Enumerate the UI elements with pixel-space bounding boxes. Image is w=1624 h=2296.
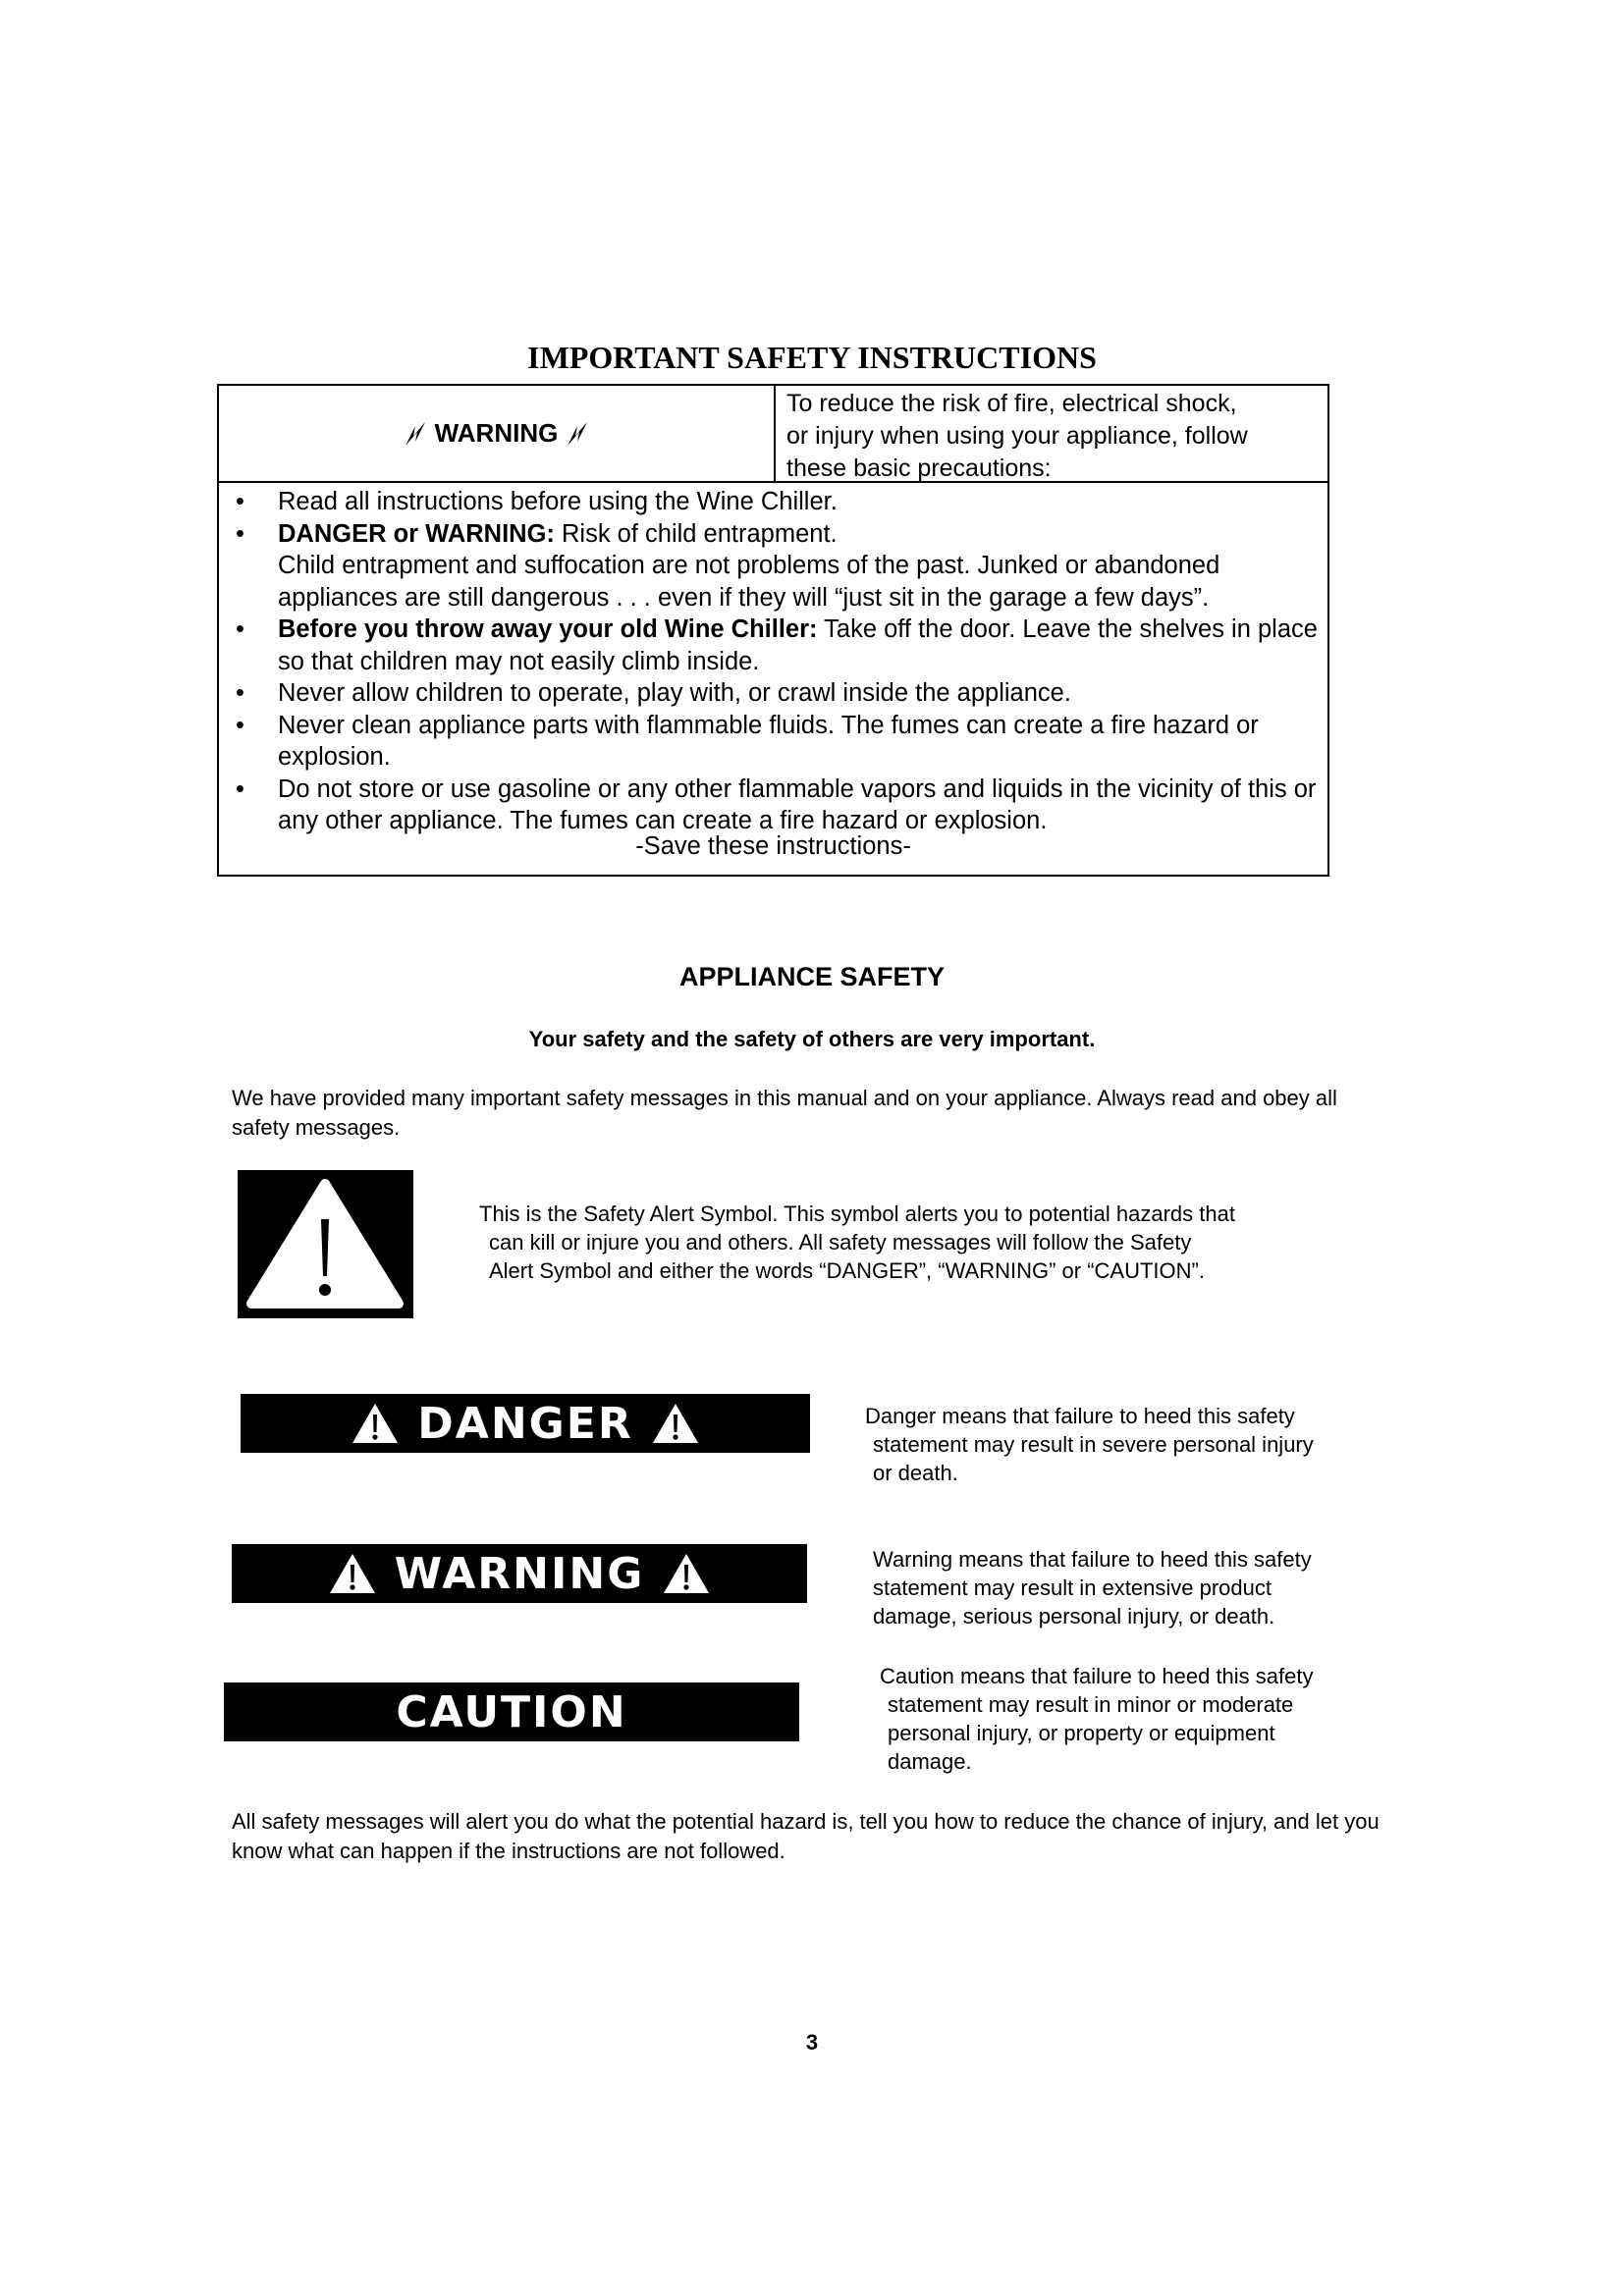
lightning-bolt-icon (564, 420, 591, 448)
item-bold: DANGER or WARNING: (278, 519, 555, 548)
warning-line: statement may result in extensive product (873, 1575, 1272, 1600)
caution-label: CAUTION (396, 1686, 627, 1737)
danger-signal-banner (241, 1394, 810, 1453)
alert-symbol-description (479, 1200, 1382, 1285)
caution-line: personal injury, or property or equipment (888, 1721, 1275, 1745)
caution-signal-banner (224, 1682, 799, 1741)
list-item (219, 486, 1327, 518)
bullet-icon: • (236, 488, 244, 515)
warning-signal-label: WARNING (394, 1548, 645, 1599)
item-subtext: Child entrapment and suffocation are not problems of the past. Junked or abandoned appliances are still dangerous . . . even if they will “just sit in the garage a few days”. (278, 552, 1220, 612)
bullet-icon: • (236, 774, 244, 803)
bullet-icon: • (236, 519, 244, 548)
alert-line: can kill or injure you and others. All safety messages will follow the Safety (489, 1230, 1192, 1255)
list-item (219, 614, 1327, 677)
precaution-line: or injury when using your appliance, follow (786, 422, 1248, 450)
precaution-intro (786, 388, 1322, 485)
warning-label: WARNING (434, 418, 559, 448)
warning-label-cell (219, 386, 776, 481)
item-text: Risk of child entrapment. (554, 519, 838, 548)
warning-triangle-icon (651, 1402, 700, 1445)
intro-paragraph: We have provided many important safety messages in this manual and on your appliance. Always read and obey all safety messages. (232, 1086, 1337, 1140)
danger-label: DANGER (417, 1398, 633, 1449)
danger-description (865, 1402, 1395, 1487)
item-text: Never clean appliance parts with flammable fluids. The fumes can create a fire hazard or explosion. (278, 711, 1259, 771)
danger-line: or death. (873, 1461, 958, 1485)
warning-header (219, 386, 1327, 483)
danger-line: statement may result in severe personal injury (873, 1432, 1314, 1457)
item-text: Take off the door. Leave the shelves in place so that children may not easily climb inside. (278, 615, 1318, 675)
caution-line: Caution means that failure to heed this safety (880, 1664, 1314, 1688)
safety-alert-symbol (238, 1170, 413, 1318)
precaution-line: these basic precautions: (786, 454, 1052, 482)
item-bold: Before you throw away your old Wine Chiller: (278, 615, 818, 643)
caution-description (880, 1662, 1410, 1776)
warning-triangle-icon (328, 1552, 377, 1595)
warning-signal-banner (232, 1544, 807, 1603)
page-title: IMPORTANT SAFETY INSTRUCTIONS (527, 340, 1097, 375)
alert-line: Alert Symbol and either the words “DANGER”, “WARNING” or “CAUTION”. (489, 1258, 1205, 1283)
list-item (219, 774, 1327, 837)
warning-description (873, 1545, 1403, 1630)
bullet-icon: • (236, 615, 244, 643)
section-title: APPLIANCE SAFETY (678, 962, 946, 991)
danger-line: Danger means that failure to heed this safety (865, 1404, 1295, 1428)
alert-line: This is the Safety Alert Symbol. This symbol alerts you to potential hazards that (479, 1201, 1235, 1226)
warning-line: Warning means that failure to heed this safety (873, 1547, 1312, 1572)
save-instructions-line: -Save these instructions- (635, 832, 911, 860)
list-item (219, 677, 1327, 710)
item-text: Do not store or use gasoline or any other flammable vapors and liquids in the vicinity of this or any other appliance. The fumes can create a fire hazard or explosion. (278, 774, 1317, 834)
bullet-icon: • (236, 711, 244, 739)
section-subtitle: Your safety and the safety of others are very important. (528, 1027, 1096, 1051)
lightning-bolt-icon (402, 420, 429, 448)
caution-line: damage. (888, 1749, 972, 1774)
item-text: Never allow children to operate, play with, or crawl inside the appliance. (278, 679, 1071, 707)
warning-triangle-icon (351, 1402, 400, 1445)
bullet-icon: • (236, 679, 244, 707)
warning-line: damage, serious personal injury, or death. (873, 1604, 1275, 1629)
safety-bullet-list (219, 486, 1327, 837)
page-number: 3 (805, 2030, 819, 2055)
outro-paragraph: All safety messages will alert you do what the potential hazard is, tell you how to reduce the chance of injury, and let you know what can happen if the instructions are not followed. (232, 1809, 1380, 1863)
precaution-line: To reduce the risk of fire, electrical shock, (786, 390, 1237, 417)
list-item (219, 710, 1327, 774)
warning-triangle-icon (662, 1552, 711, 1595)
warning-box (217, 384, 1329, 877)
caution-line: statement may result in minor or moderate (888, 1692, 1294, 1717)
safety-alert-triangle-icon (238, 1170, 413, 1318)
item-text: Read all instructions before using the Wine Chiller. (278, 488, 838, 515)
list-item (219, 518, 1327, 614)
